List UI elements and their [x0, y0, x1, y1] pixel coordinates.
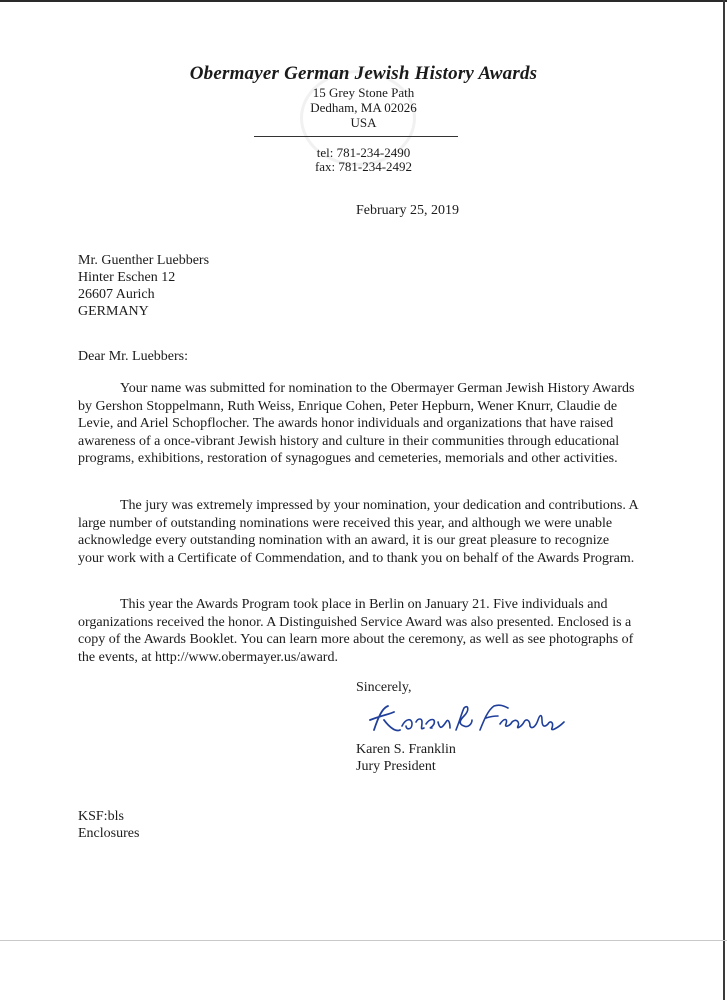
signer-title: Jury President — [356, 759, 436, 774]
closing: Sincerely, — [356, 680, 412, 695]
letterhead-fax: fax: 781-234-2492 — [314, 159, 413, 174]
letterhead-org-name: Obermayer German Jewish History Awards — [189, 63, 538, 84]
salutation: Dear Mr. Luebbers: — [78, 349, 189, 364]
recipient-country: GERMANY — [78, 304, 149, 319]
signer-name: Karen S. Franklin — [356, 742, 456, 757]
letterhead-address-line3: USA — [350, 115, 377, 130]
recipient-city: 26607 Aurich — [78, 287, 155, 302]
recipient-street: Hinter Eschen 12 — [78, 270, 176, 285]
recipient-name: Mr. Guenther Luebbers — [78, 253, 210, 268]
letterhead-tel: tel: 781-234-2490 — [316, 145, 411, 160]
reference-initials: KSF:bls — [78, 809, 124, 824]
letterhead-address-line2: Dedham, MA 02026 — [310, 100, 417, 115]
enclosures-note: Enclosures — [78, 826, 140, 841]
letter-date: February 25, 2019 — [356, 203, 460, 218]
scan-top-border — [0, 0, 727, 2]
paragraph-3: This year the Awards Program took place in Berlin on January 21. Five individuals and organizations received the honor. A Distinguished Service Award was also presented. Enclosed is a copy of the Awards Booklet. You can learn more about the ceremony, as well as see photographs of the events, at http://www.obermayer.us/award. — [78, 597, 634, 665]
letterhead-divider — [254, 136, 458, 137]
paragraph-2: The jury was extremely impressed by your nomination, your dedication and contributions. A large number of outstanding nominations were received this year, and although we were unable acknowledge every outstanding nomination with an award, it is our great pleasure to recognize your work with a Certificate of Commendation, and to thank you on behalf of the Awards Program. — [78, 498, 638, 566]
paragraph-1: Your name was submitted for nomination to the Obermayer German Jewish History Awards by Gershon Stoppelmann, Ruth Weiss, Enrique Cohen, Peter Hepburn, Wener Knurr, Claudie de Levie, and Ariel Schopflocher. The awards honor individuals and organizations that have raised awareness of a once-vibrant Jewish history and culture in their communities through educational programs, exhibitions, restoration of synagogues and cemeteries, memorials and other activities. — [78, 381, 635, 466]
scan-bottom-border — [0, 940, 727, 941]
handwritten-signature — [360, 700, 580, 740]
letterhead-address-line1: 15 Grey Stone Path — [312, 85, 415, 100]
